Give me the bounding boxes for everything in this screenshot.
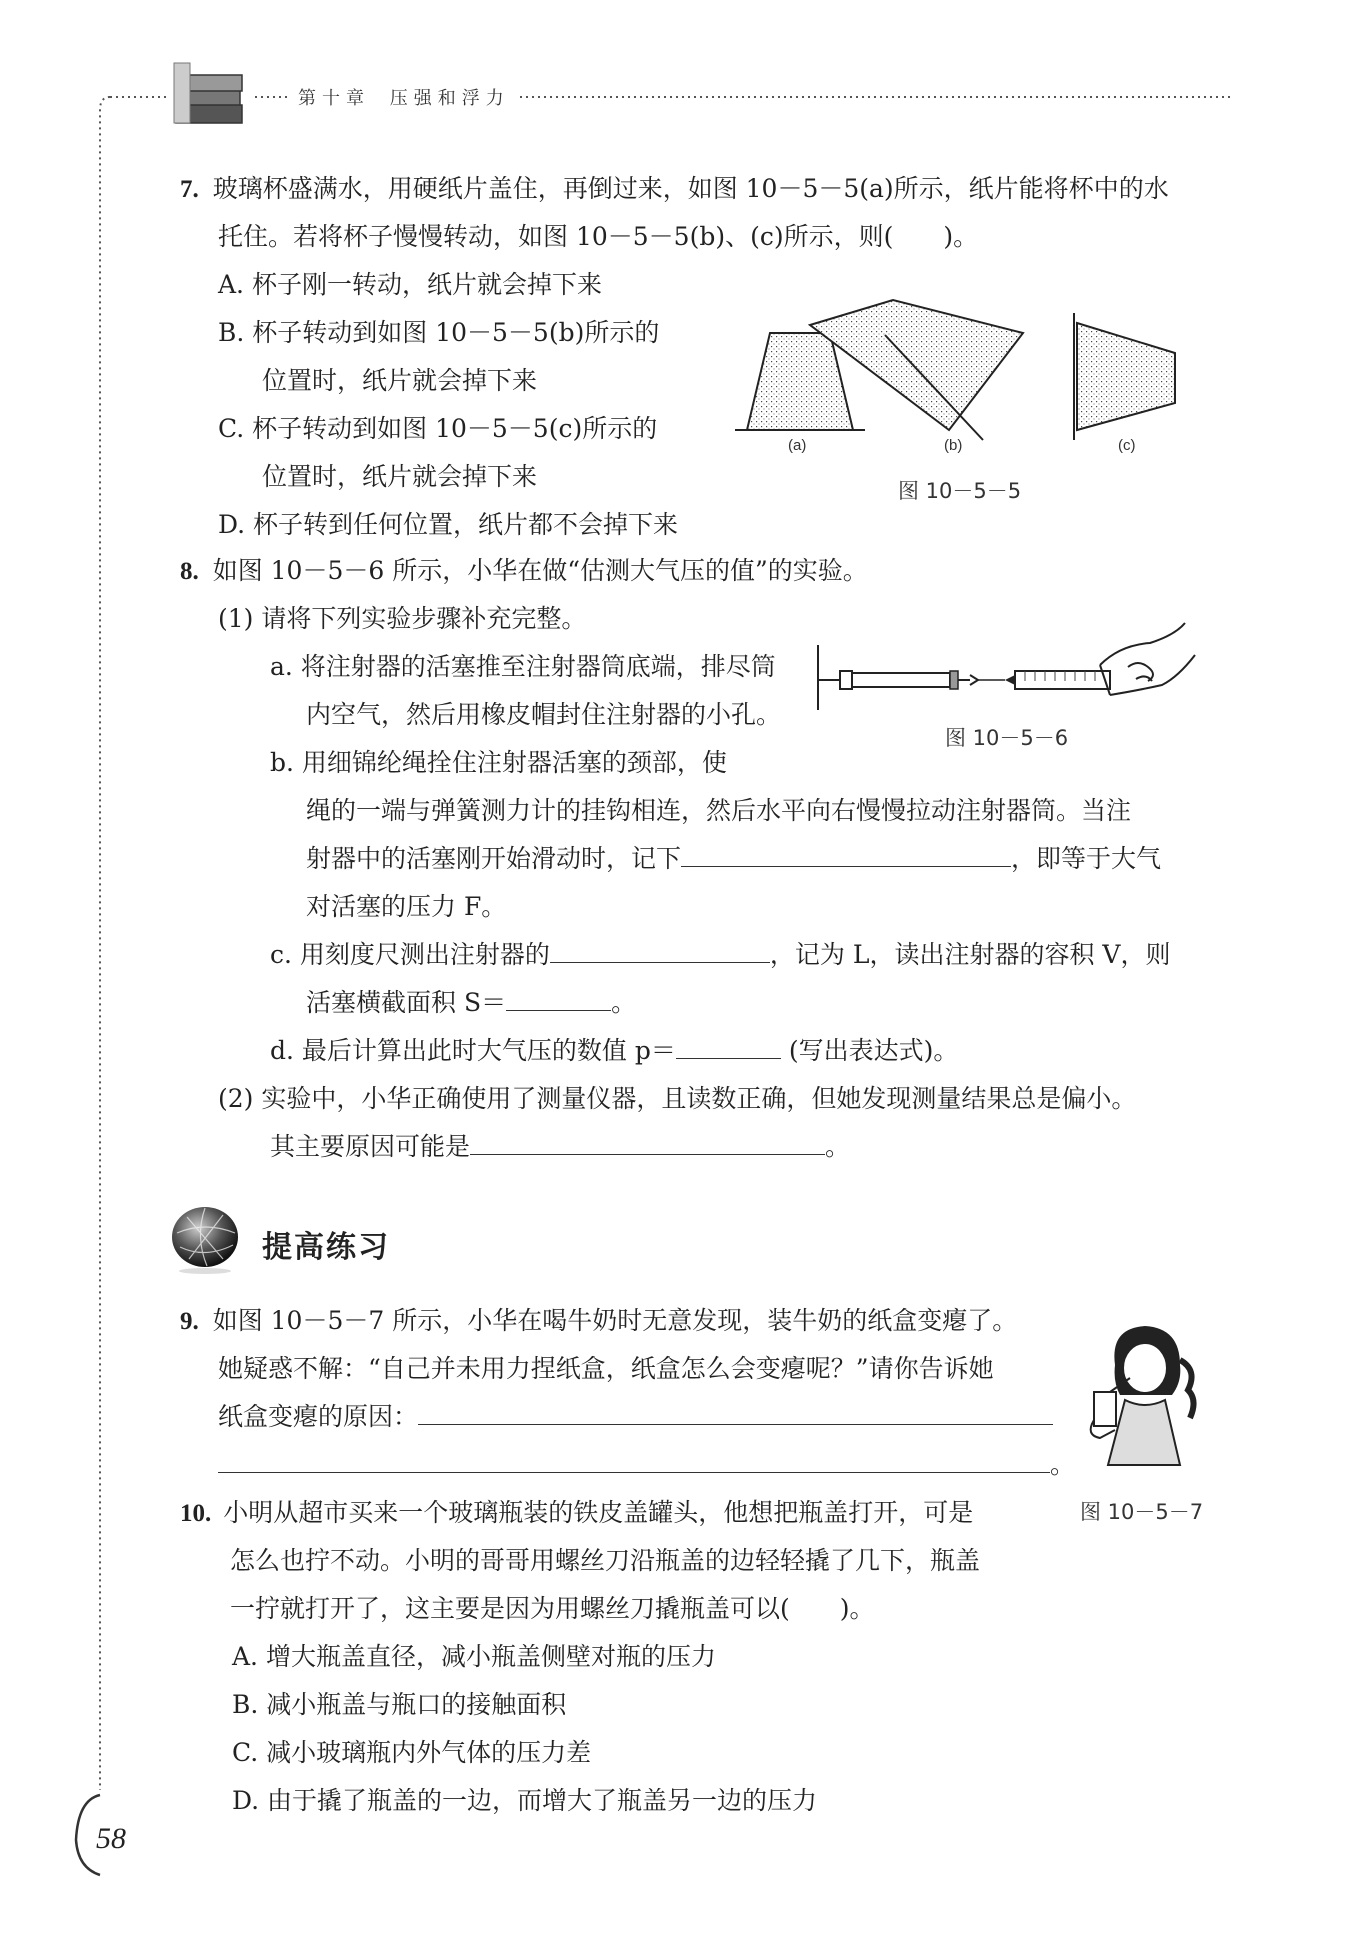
q10-number: 10. <box>180 1500 212 1527</box>
q8-blank-force-reading[interactable] <box>681 840 1011 867</box>
q10-option-d: D. 由于撬了瓶盖的一边，而增大了瓶盖另一边的压力 <box>232 1786 818 1815</box>
figure-caption-10-5-5: 图 10－5－5 <box>898 479 1022 503</box>
q8-step-b-3-text: 射器中的活塞刚开始滑动时，记下 <box>306 844 682 873</box>
q10-text-1: 小明从超市买来一个玻璃瓶装的铁皮盖罐头，他想把瓶盖打开，可是 <box>223 1498 974 1527</box>
q8-step-d-tail: (写出表达式)。 <box>788 1036 959 1065</box>
q8-intro-line <box>180 552 868 591</box>
q7-option-d: D. 杯子转到任何位置，纸片都不会掉下来 <box>218 510 679 539</box>
q7-option-c-1: C. 杯子转动到如图 10－5－5(c)所示的 <box>218 414 658 443</box>
q8-step-a-2: 内空气，然后用橡皮帽封住注射器的小孔。 <box>306 700 782 729</box>
figure-caption-10-5-7: 图 10－5－7 <box>1080 1500 1204 1524</box>
q9-blank-reason-2[interactable] <box>218 1446 1050 1473</box>
q10-text-2: 怎么也拧不动。小明的哥哥用螺丝刀沿瓶盖的边轻轻撬了几下，瓶盖 <box>230 1546 981 1575</box>
figure-label-a: (a) <box>788 437 807 454</box>
figure-10-5-5 <box>725 295 1195 460</box>
q7-line1 <box>180 170 1169 209</box>
figure-10-5-6-syringe <box>810 615 1200 715</box>
q7-option-a: A. 杯子刚一转动，纸片就会掉下来 <box>218 270 602 299</box>
chapter-label: 第十章 <box>298 88 370 109</box>
q8-step-c-1 <box>270 936 1170 974</box>
q8-step-d-text: d. 最后计算出此时大气压的数值 p＝ <box>270 1036 676 1065</box>
q7-option-b-2: 位置时，纸片就会掉下来 <box>262 366 538 395</box>
q9-line1 <box>180 1302 1017 1341</box>
q8-step-b-3 <box>306 840 1161 878</box>
q8-step-b-1: b. 用细锦纶绳拴住注射器活塞的颈部，使 <box>270 748 727 777</box>
figure-label-c: (c) <box>1118 437 1136 454</box>
q9-number: 9. <box>180 1308 199 1335</box>
q9-text-3: 纸盒变瘪的原因： <box>218 1402 419 1431</box>
q8-blank-length[interactable] <box>550 936 770 963</box>
q7-option-c-2: 位置时，纸片就会掉下来 <box>262 462 538 491</box>
q8-blank-reason[interactable] <box>470 1128 825 1155</box>
q8-step-c-1-text: c. 用刻度尺测出注射器的 <box>270 940 550 969</box>
q8-step-b-3-tail: ，即等于大气 <box>1011 844 1162 873</box>
q8-number: 8. <box>180 558 199 585</box>
q9-text-3-line <box>218 1398 1053 1436</box>
cup-sideways-c <box>1074 313 1175 440</box>
q8-part2-line2 <box>270 1128 850 1166</box>
q8-step-d <box>270 1032 958 1070</box>
q8-blank-area[interactable] <box>506 984 611 1011</box>
q9-answer-line2 <box>218 1446 1075 1484</box>
q8-intro: 如图 10－5－6 所示，小华在做“估测大气压的值”的实验。 <box>212 556 868 585</box>
globe-section-icon <box>165 1203 245 1275</box>
page-number: 58 <box>96 1822 126 1855</box>
q8-step-c-2-tail: 。 <box>611 988 637 1017</box>
q9-text-1: 如图 10－5－7 所示，小华在喝牛奶时无意发现，装牛奶的纸盒变瘪了。 <box>212 1306 1018 1335</box>
q10-option-a: A. 增大瓶盖直径，减小瓶盖侧壁对瓶的压力 <box>232 1642 716 1671</box>
figure-label-b: (b) <box>944 437 963 454</box>
q7-text-1: 玻璃杯盛满水，用硬纸片盖住，再倒过来，如图 10－5－5(a)所示，纸片能将杯中的水 <box>212 174 1169 203</box>
q10-text-3: 一拧就打开了，这主要是因为用螺丝刀撬瓶盖可以( )。 <box>230 1594 875 1623</box>
q8-step-c-1-tail: ，记为 L，读出注射器的容积 V，则 <box>769 940 1171 969</box>
q8-part2-text: 其主要原因可能是 <box>270 1132 471 1161</box>
q10-option-b: B. 减小瓶盖与瓶口的接触面积 <box>232 1690 567 1719</box>
q9-text-2: 她疑惑不解：“自己并未用力捏纸盒，纸盒怎么会变瘪呢？”请你告诉她 <box>218 1354 994 1383</box>
q8-part2-line1: (2) 实验中，小华正确使用了测量仪器，且读数正确，但她发现测量结果总是偏小。 <box>218 1084 1137 1113</box>
q8-step-b-2: 绳的一端与弹簧测力计的挂钩相连，然后水平向右慢慢拉动注射器筒。当注 <box>306 796 1132 825</box>
q7-text-2: 托住。若将杯子慢慢转动，如图 10－5－5(b)、(c)所示，则( )。 <box>218 222 979 251</box>
q9-end: 。 <box>1050 1450 1076 1479</box>
q8-step-a-1: a. 将注射器的活塞推至注射器筒底端，排尽筒 <box>270 652 776 681</box>
q7-number: 7. <box>180 176 199 203</box>
section-title: 提高练习 <box>262 1230 390 1265</box>
q10-option-c: C. 减小玻璃瓶内外气体的压力差 <box>232 1738 592 1767</box>
q8-blank-pressure[interactable] <box>676 1032 781 1059</box>
q8-part2-tail: 。 <box>825 1132 851 1161</box>
q9-blank-reason-1[interactable] <box>418 1398 1053 1425</box>
figure-caption-10-5-6: 图 10－5－6 <box>945 726 1069 750</box>
book-stack-icon <box>160 55 260 135</box>
q10-line1 <box>180 1494 973 1533</box>
q8-step-c-2 <box>306 984 636 1022</box>
q8-step-b-4: 对活塞的压力 F。 <box>306 892 507 921</box>
q7-option-b-1: B. 杯子转动到如图 10－5－5(b)所示的 <box>218 318 660 347</box>
q8-part1-title: (1) 请将下列实验步骤补充完整。 <box>218 604 587 633</box>
chapter-title: 压强和浮力 <box>389 88 510 109</box>
q8-step-c-2-text: 活塞横截面积 S＝ <box>306 988 507 1017</box>
figure-10-5-7-girl-drinking <box>1080 1320 1205 1470</box>
